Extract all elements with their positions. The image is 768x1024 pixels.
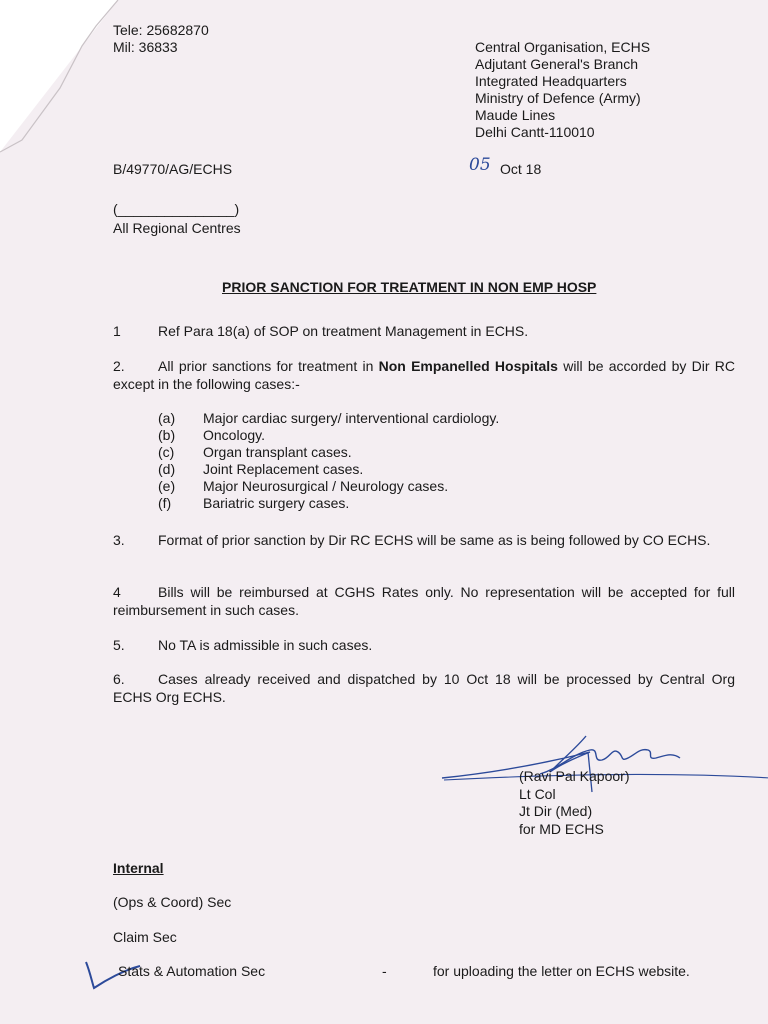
list-item-label: (b) [158,427,176,443]
paragraph-text: All prior sanctions for treatment in [158,358,379,374]
paragraph-number: 3. [113,532,125,548]
paragraph-number: 5. [113,637,125,653]
folded-corner [0,0,130,160]
paragraph [113,583,735,619]
list-item [158,495,499,512]
paragraph [113,357,735,393]
signatory-name: (Ravi Pal Kapoor) [519,768,630,784]
address-line: Maude Lines [475,107,556,123]
internal-recipient: Claim Sec [113,929,177,945]
addressee: All Regional Centres [113,220,241,236]
paragraph-text: Cases already received and dispatched by 10 Oct 18 will be processed by Central Org ECHS Org ECHS. [113,671,735,705]
paragraph [113,670,735,706]
paragraph [113,322,735,340]
internal-recipient: Stats & Automation Sec [118,963,266,979]
separator-dash: - [382,963,387,979]
signatory-rank: Lt Col [519,785,556,802]
list-item-text: Bariatric surgery cases. [203,495,350,511]
paragraph-text: Ref Para 18(a) of SOP on treatment Management in ECHS. [158,323,529,339]
file-reference: B/49770/AG/ECHS [113,161,233,177]
paragraph [113,636,735,654]
signatory-on-behalf: for MD ECHS [519,820,604,837]
internal-heading: Internal [113,860,164,876]
paragraph-emphasis: Non Empanelled Hospitals [378,358,558,374]
paragraph-number: 2. [113,358,125,374]
paragraph-text: No TA is admissible in such cases. [158,637,373,653]
telephone-number: Tele: 25682870 [113,22,209,38]
internal-recipient: (Ops & Coord) Sec [113,894,232,910]
list-item-text: Oncology. [203,427,265,443]
paragraph [113,531,735,549]
subject-heading: PRIOR SANCTION FOR TREATMENT IN NON EMP HOSP [222,279,597,295]
signature-block [519,768,630,838]
list-item [158,427,499,444]
address-line: Delhi Cantt-110010 [475,124,595,140]
signatory-appointment: Jt Dir (Med) [519,803,593,819]
paragraph-text: Bills will be reimbursed at CGHS Rates only. No representation will be accepted for full reimbursement in such cases. [113,584,735,618]
paragraph-number: 6. [113,671,125,687]
addressee-blank: (_______________) [113,201,240,217]
handwritten-day: 05 [469,155,491,175]
address-line: Central Organisation, ECHS [475,39,651,55]
list-item-text: Organ transplant cases. [203,444,352,460]
internal-note: for uploading the letter on ECHS website. [433,963,690,979]
paragraph-text: will be accorded by Dir RC except in the following cases:- [113,358,735,392]
list-item [158,410,499,427]
letter-date: Oct 18 [500,161,542,177]
address-line: Ministry of Defence (Army) [475,90,641,106]
paragraph-number: 1 [113,323,121,339]
list-item-label: (d) [158,461,176,477]
list-item-label: (a) [158,410,176,426]
paragraph-number: 4 [113,584,121,600]
exception-cases-list [158,410,499,512]
list-item-text: Major Neurosurgical / Neurology cases. [203,478,449,494]
list-item [158,444,499,461]
address-line: Adjutant General's Branch [475,56,638,72]
list-item-label: (e) [158,478,176,494]
list-item-text: Major cardiac surgery/ interventional cardiology. [203,410,500,426]
list-item-text: Joint Replacement cases. [203,461,364,477]
list-item-label: (f) [158,495,172,511]
address-line: Integrated Headquarters [475,73,627,89]
list-item [158,478,499,495]
military-number: Mil: 36833 [113,39,178,55]
list-item [158,461,499,478]
paragraph-text: Format of prior sanction by Dir RC ECHS will be same as is being followed by CO ECHS. [158,532,711,548]
list-item-label: (c) [158,444,175,460]
